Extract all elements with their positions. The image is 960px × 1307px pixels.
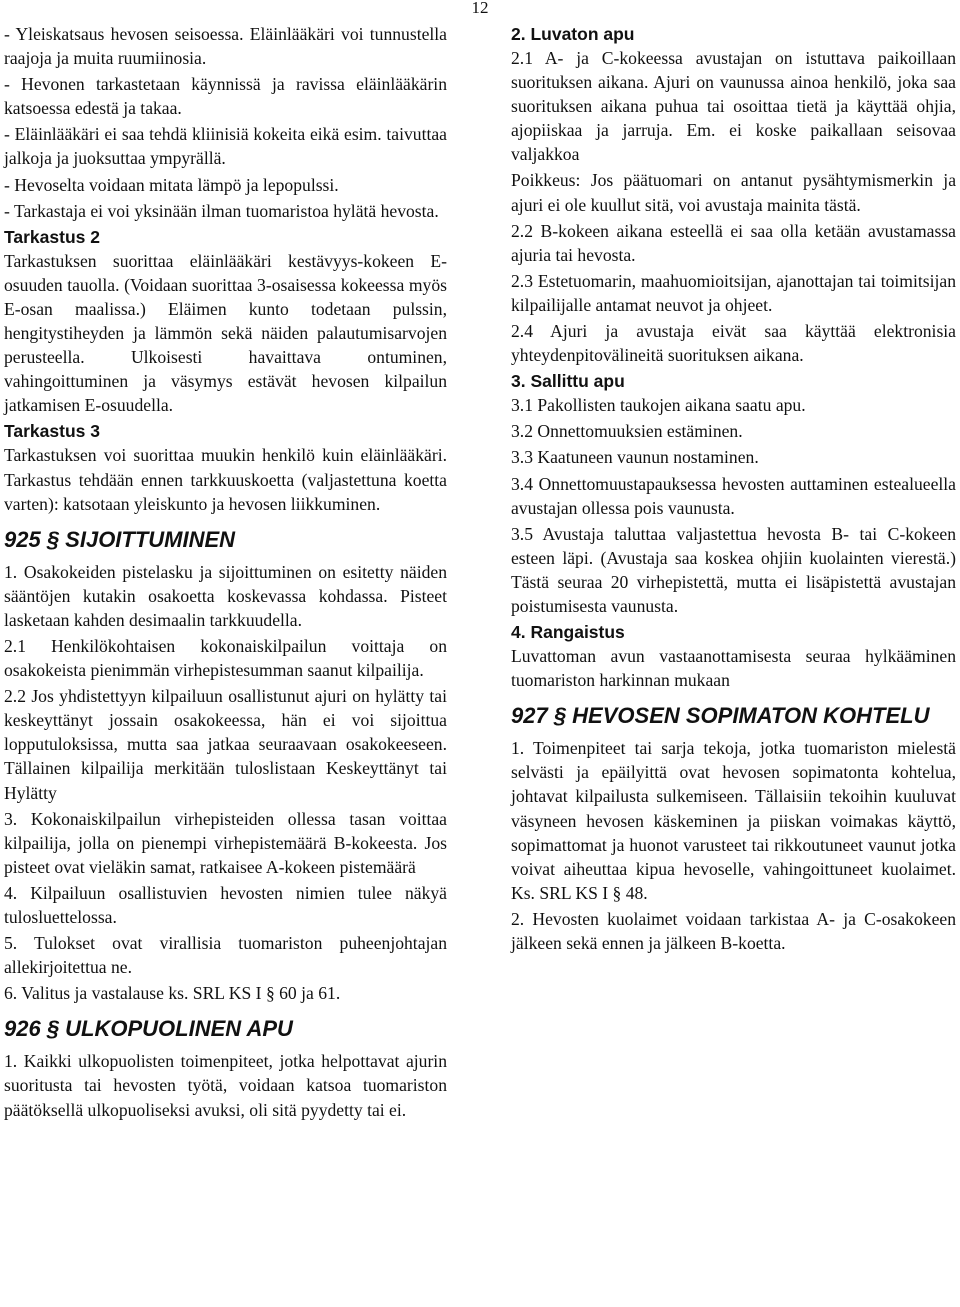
- paragraph: 3.3 Kaatuneen vaunun nostaminen.: [511, 447, 759, 468]
- paragraph: 6. Valitus ja vastalause ks. SRL KS I § 60 ja 61.: [4, 983, 341, 1004]
- paragraph: 1. Kaikki ulkopuolisten toimenpiteet, jotka helpottavat ajurin suoritusta tai hevosten työtä, voidaan katsoa tuomariston päätöksellä ulkopuoliseksi avuksi, oli sitä pyydetty tai ei.: [4, 1051, 447, 1120]
- paragraph: - Hevonen tarkastetaan käynnissä ja ravissa eläinlääkärin katsoessa edestä ja takaa.: [4, 74, 447, 119]
- paragraph: 2.2 B-kokeen aikana esteellä ei saa olla ketään avustamassa ajuria tai hevosta.: [511, 220, 956, 265]
- paragraph: - Hevoselta voidaan mitata lämpö ja lepopulssi.: [4, 174, 339, 195]
- paragraph: 2.2 Jos yhdistettyyn kilpailuun osallistunut ajuri on hylätty tai keskeyttänyt jossain osakokeessa, hän ei voi sijoittua lopputuloksissa, mutta saa jatkaa seuraavaan osakokeeseen. Tällainen kilpailija merkitään tuloslistaan Keskeyttänyt tai Hylätty: [4, 686, 447, 803]
- paragraph: - Yleiskatsaus hevosen seisoessa. Eläinlääkäri voi tunnustella raajoja ja muita ruumiinosia.: [4, 24, 447, 69]
- section-heading-925: 925 § SIJOITTUMINEN: [4, 526, 236, 552]
- paragraph: Poikkeus: Jos päätuomari on antanut pysähtymismerkin ja ajuri ei ole kuullut sitä, voi avustaja mainita tästä.: [511, 170, 956, 215]
- paragraph: 2.1 A- ja C-kokeessa avustajan on istuttava paikoillaan suorituksen aikana. Ajuri on vaunussa ainoa henkilö, joka saa suorituksen aikana puhua tai osoittaa tietä ja käyttää ohjia, ajopiiskaa ja jarruja. Em. ei koske paikallaan seisovaa valjakkoa: [511, 48, 956, 165]
- paragraph: 3.1 Pakollisten taukojen aikana saatu apu.: [511, 395, 806, 416]
- subheading-rangaistus: 4. Rangaistus: [511, 622, 625, 643]
- subheading-sallittu-apu: 3. Sallittu apu: [511, 371, 625, 392]
- page-number: 12: [471, 0, 489, 17]
- paragraph: Tarkastuksen voi suorittaa muukin henkilö kuin eläinlääkäri. Tarkastus tehdään ennen tarkkuuskoetta (valjastettuna koetta varten): katsotaan yleiskunto ja hevosen liikkuminen.: [4, 445, 447, 514]
- left-column: [4, 22, 447, 1124]
- paragraph: 2. Hevosten kuolaimet voidaan tarkistaa A- ja C-osakokeen jälkeen sekä ennen ja jälkeen B-koetta.: [511, 908, 956, 953]
- subheading-luvaton-apu: 2. Luvaton apu: [511, 24, 635, 44]
- paragraph: - Tarkastaja ei voi yksinään ilman tuomaristoa hylätä hevosta.: [4, 200, 439, 221]
- paragraph: 3.4 Onnettomuustapauksessa hevosten auttaminen estealueella avustajan ollessa pois vaunusta.: [511, 473, 956, 518]
- paragraph: 5. Tulokset ovat virallisia tuomariston puheenjohtajan allekirjoitettua ne.: [4, 933, 447, 978]
- paragraph: 3.5 Avustaja taluttaa valjastettua hevosta B- tai C-kokeen esteen läpi. (Avustaja saa koskea ohjiin kuolainten vierestä.) Tästä seuraa 20 virhepistettä, mutta ei lisäpistettä avustajan poistumisesta vaunusta.: [511, 523, 956, 616]
- paragraph: 1. Osakokeiden pistelasku ja sijoittuminen on esitetty näiden sääntöjen kutakin osakoetta koskevassa kohdassa. Pisteet lasketaan kahden desimaalin tarkkuudella.: [4, 561, 447, 630]
- paragraph: 2.1 Henkilökohtaisen kokonaiskilpailun voittaja on osakokeista pienimmän virhepistesumman saanut kilpailija.: [4, 635, 447, 681]
- paragraph: 1. Toimenpiteet tai sarja tekoja, jotka tuomariston mielestä selvästi ja epäilyittä ovat hevosen sopimatonta kohtelua, johtavat kilpailusta sulkemiseen. Tällaisiin tekoihin kuuluvat väsyneen hevosen käskeminen ja piiskan voimakas käyttö, sopimattomat ja huonot varusteet tai rikkoutuneet vaunut jotka voivat aiheuttaa kipua hevoselle, vahingoittuneet kuolaimet. Ks. SRL KS I § 48.: [511, 738, 956, 903]
- section-heading-927: 927 § HEVOSEN SOPIMATON KOHTELU: [511, 703, 930, 729]
- paragraph: Tarkastuksen suorittaa eläinlääkäri kestävyys-kokeen E-osuuden tauolla. (Voidaan suorittaa 3-osaisessa kokeessa myös E-osan maalissa.) Eläimen kunto todetaan pulssin, hengitystiheyden ja lämmön sekä näiden palautumisarvojen perusteella. Ulkoisesti havaittava ontuminen, vahingoittuminen ja väsymys estävät hevosen kilpailun jatkamisen E-osuudella.: [4, 250, 447, 416]
- paragraph: 2.3 Estetuomarin, maahuomioitsijan, ajanottajan tai toimitsijan kilpailijalle antamat neuvot ja ohjeet.: [511, 270, 956, 315]
- paragraph: 3. Kokonaiskilpailun virhepisteiden ollessa tasan voittaa kilpailija, jolla on pienempi virhepistemäärä B-kokeesta. Jos pisteet ovat vieläkin samat, ratkaisee A-kokeen pistemäärä: [4, 808, 447, 877]
- paragraph: 2.4 Ajuri ja avustaja eivät saa käyttää elektronisia yhteydenpitovälineitä suorituksen aikana.: [511, 321, 956, 366]
- paragraph: 3.2 Onnettomuuksien estäminen.: [511, 421, 743, 442]
- subheading-tarkastus-3: Tarkastus 3: [4, 421, 100, 442]
- section-heading-926: 926 § ULKOPUOLINEN APU: [4, 1016, 293, 1042]
- subheading-tarkastus-2: Tarkastus 2: [4, 226, 100, 247]
- right-column: [511, 22, 956, 957]
- paragraph: Luvattoman avun vastaanottamisesta seuraa hylkääminen tuomariston harkinnan mukaan: [511, 646, 956, 691]
- paragraph: 4. Kilpailuun osallistuvien hevosten nimien tulee näkyä tulosluettelossa.: [4, 882, 447, 927]
- paragraph: - Eläinlääkäri ei saa tehdä kliinisiä kokeita eikä esim. taivuttaa jalkoja ja juoksuttaa ympyrällä.: [4, 124, 447, 169]
